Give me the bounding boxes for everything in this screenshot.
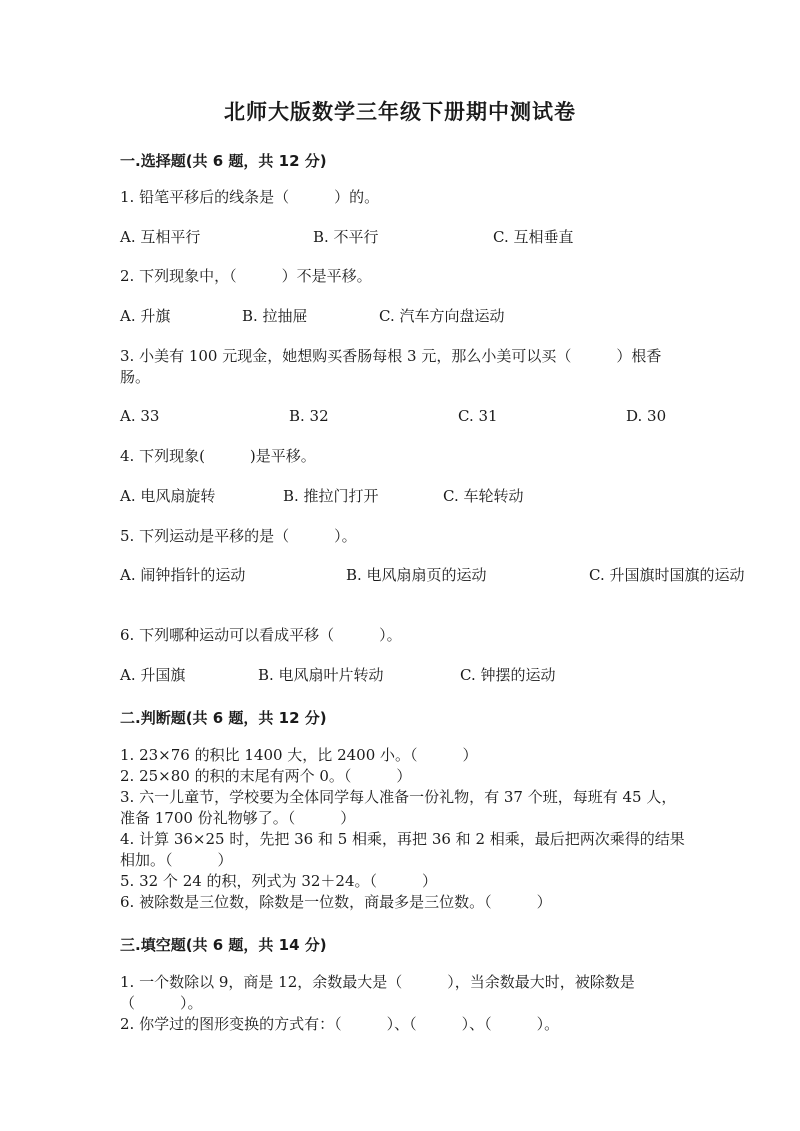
q5-option-b: B. 电风扇扇页的运动: [346, 566, 487, 584]
judge-item-2: 2. 25×80 的积的末尾有两个 0。（ ）: [120, 767, 412, 785]
q4-option-a: A. 电风扇旋转: [120, 487, 216, 505]
q2-option-b: B. 拉抽屉: [242, 307, 308, 325]
q4-option-b: B. 推拉门打开: [283, 487, 379, 505]
section-heading-choice: 一.选择题(共 6 题，共 12 分): [120, 152, 327, 170]
judge-item-4: 4. 计算 36×25 时，先把 36 和 5 相乘，再把 36 和 2 相乘，最后把两次乘得的结果相加。（ ）: [120, 830, 685, 869]
q6-option-a: A. 升国旗: [120, 666, 186, 684]
question-3: 3. 小美有 100 元现金，她想购买香肠每根 3 元，那么小美可以买（ ）根香肠。: [120, 347, 662, 386]
q4-option-c: C. 车轮转动: [443, 487, 524, 505]
judge-item-6: 6. 被除数是三位数，除数是一位数，商最多是三位数。（ ）: [120, 893, 552, 911]
q6-option-b: B. 电风扇叶片转动: [258, 666, 384, 684]
q3-option-c: C. 31: [458, 407, 498, 425]
page-title: 北师大版数学三年级下册期中测试卷: [224, 100, 576, 124]
question-1: 1. 铅笔平移后的线条是（ ）的。: [120, 188, 380, 206]
judge-item-3: 3. 六一儿童节，学校要为全体同学每人准备一份礼物，有 37 个班，每班有 45 人，准备 1700 份礼物够了。（ ）: [120, 788, 677, 827]
q1-option-c: C. 互相垂直: [493, 228, 574, 246]
q5-option-c: C. 升国旗时国旗的运动: [589, 566, 745, 584]
q3-option-b: B. 32: [289, 407, 329, 425]
q3-option-a: A. 33: [120, 407, 160, 425]
fill-item-1: 1. 一个数除以 9，商是 12，余数最大是（ ），当余数最大时，被除数是（ ）。: [120, 973, 635, 1012]
judge-item-1: 1. 23×76 的积比 1400 大，比 2400 小。（ ）: [120, 746, 478, 764]
q6-option-c: C. 钟摆的运动: [460, 666, 556, 684]
fill-item-2: 2. 你学过的图形变换的方式有：（ ）、（ ）、（ ）。: [120, 1015, 560, 1033]
question-4: 4. 下列现象( )是平移。: [120, 447, 316, 465]
q1-option-b: B. 不平行: [313, 228, 379, 246]
judge-item-5: 5. 32 个 24 的积，列式为 32＋24。（ ）: [120, 872, 438, 890]
q2-option-c: C. 汽车方向盘运动: [379, 307, 505, 325]
section-heading-fill: 三.填空题(共 6 题，共 14 分): [120, 936, 327, 954]
question-2: 2. 下列现象中，（ ）不是平移。: [120, 267, 372, 285]
question-5: 5. 下列运动是平移的是（ ）。: [120, 527, 357, 545]
q3-option-d: D. 30: [626, 407, 667, 425]
q5-option-a: A. 闹钟指针的运动: [120, 566, 246, 584]
q2-option-a: A. 升旗: [120, 307, 171, 325]
section-heading-judge: 二.判断题(共 6 题，共 12 分): [120, 709, 327, 727]
question-6: 6. 下列哪种运动可以看成平移（ ）。: [120, 626, 402, 644]
q1-option-a: A. 互相平行: [120, 228, 201, 246]
